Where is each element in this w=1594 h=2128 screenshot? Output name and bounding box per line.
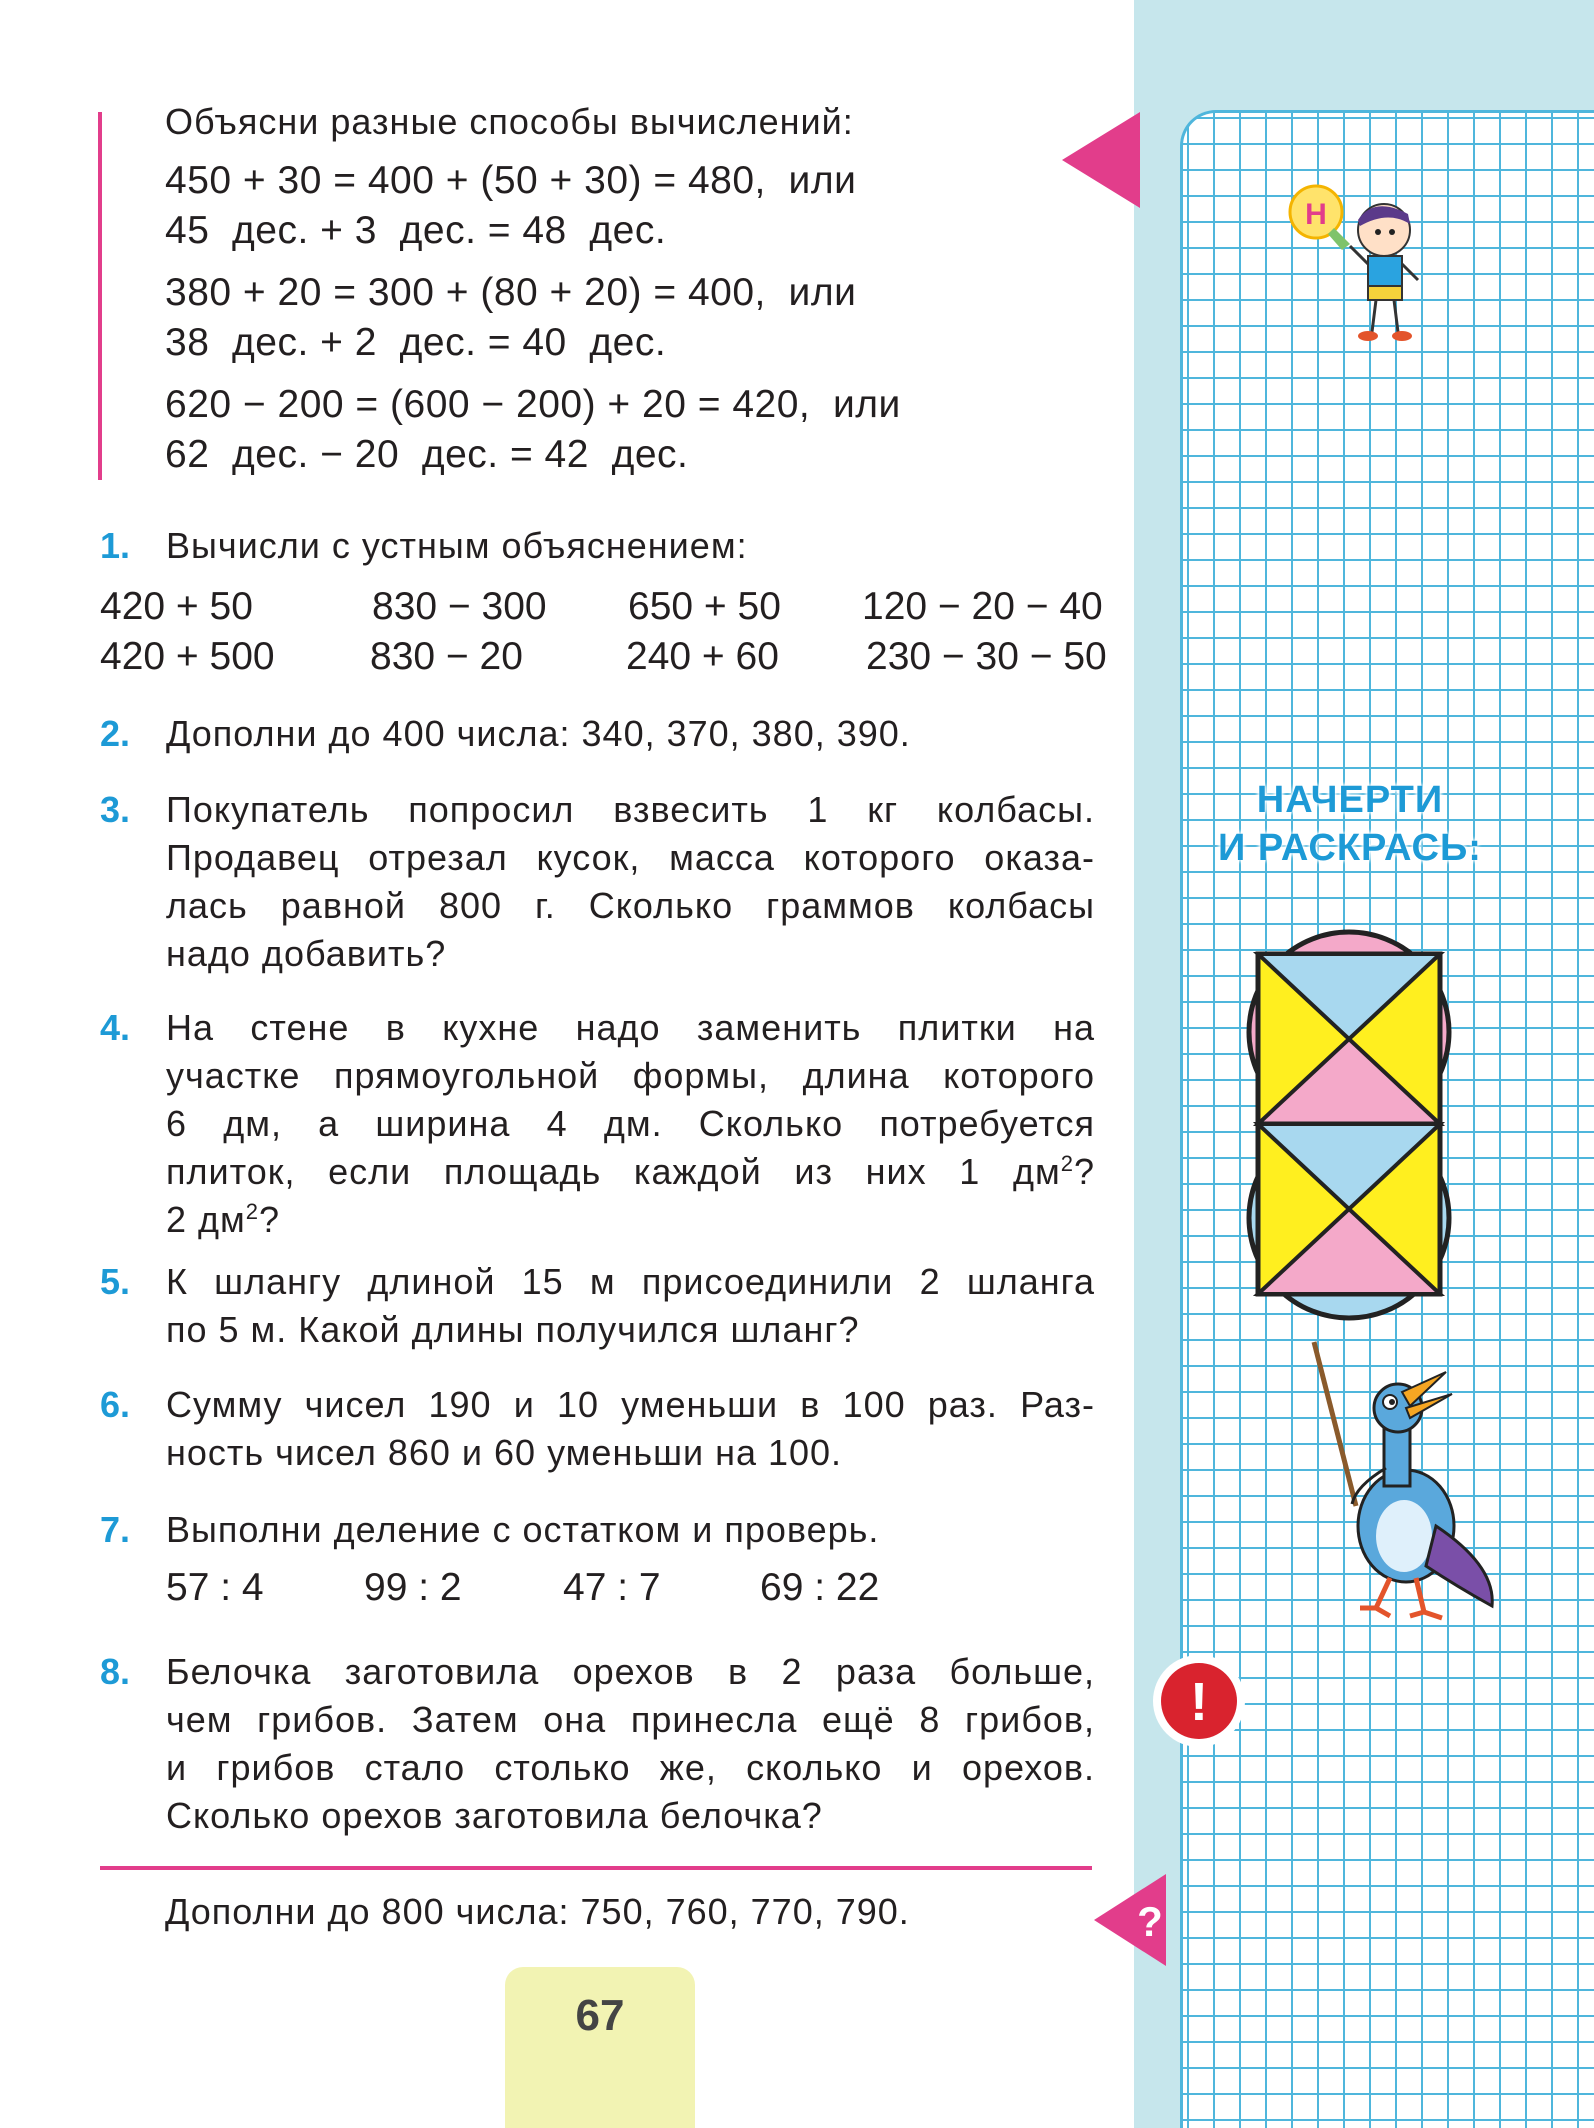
task-line: лась равной 800 г. Сколько граммов колбасы <box>166 885 1095 926</box>
expression: 830 − 20 <box>370 635 523 678</box>
question-marker-icon <box>1092 1872 1172 1968</box>
task-line: чем грибов. Затем она принесла ещё 8 грибов, <box>166 1699 1095 1740</box>
question-glyph: ? <box>1137 1898 1163 1945</box>
superscript: 2 <box>245 1199 260 1224</box>
task-line: участке прямоугольной формы, длина которого <box>166 1055 1095 1096</box>
draw-and-color-title <box>1200 776 1500 872</box>
draw-title-line: НАЧЕРТИ <box>1256 779 1444 821</box>
page-number-tab <box>505 1967 695 2128</box>
task-text <box>166 1506 1095 1554</box>
task-3 <box>100 786 1095 978</box>
task-line: по 5 м. Какой длины получился шланг? <box>166 1309 860 1350</box>
expression: 240 + 60 <box>626 635 779 678</box>
task-text <box>166 1648 1095 1840</box>
intro-line: 62 дес. − 20 дес. = 42 дес. <box>165 433 689 476</box>
division-expression: 57 : 4 <box>166 1566 264 1609</box>
task-number: 6. <box>100 1384 131 1425</box>
intro-line: 45 дес. + 3 дес. = 48 дес. <box>165 209 667 252</box>
task-8 <box>100 1648 1095 1840</box>
bird-with-pointer-icon <box>1306 1336 1506 1626</box>
expression-row <box>100 582 1103 632</box>
task-number: 2. <box>100 713 131 754</box>
intro-block <box>165 100 1085 492</box>
expression: 230 − 30 − 50 <box>866 635 1107 678</box>
expression: 120 − 20 − 40 <box>862 585 1103 628</box>
intro-line: 380 + 20 = 300 + (80 + 20) = 400, или <box>165 271 857 314</box>
section-separator <box>100 1866 1092 1870</box>
intro-example <box>165 380 1085 480</box>
task-line: Вычисли с устным объяснением: <box>166 525 748 566</box>
division-expression: 47 : 7 <box>563 1566 661 1609</box>
task-4 <box>100 1004 1095 1244</box>
expression: 420 + 50 <box>100 585 253 628</box>
task-line: Продавец отрезал кусок, масса которого оказа- <box>166 837 1095 878</box>
intro-example <box>165 156 1085 256</box>
division-expression: 69 : 22 <box>760 1566 880 1609</box>
task-line: Белочка заготовила орехов в 2 раза больше, <box>166 1651 1095 1692</box>
task-line: и грибов стало столько же, сколько и орехов. <box>166 1747 1095 1788</box>
task-7 <box>100 1506 1095 1554</box>
task-number: 3. <box>100 789 131 830</box>
task-number: 5. <box>100 1261 131 1302</box>
task-line: Сумму чисел 190 и 10 уменьши в 100 раз. Раз- <box>166 1384 1095 1425</box>
expression: 420 + 500 <box>100 635 275 678</box>
boy-with-flashlight-icon <box>1288 180 1448 350</box>
task-5 <box>100 1258 1095 1354</box>
exclamation-badge-icon <box>1150 1652 1248 1750</box>
bottom-task: Дополни до 800 числа: 750, 760, 770, 790. <box>165 1891 910 1932</box>
task-text <box>166 1258 1095 1354</box>
task-text <box>166 522 1095 570</box>
intro-side-bar <box>98 112 102 480</box>
task-line: ность чисел 860 и 60 уменьши на 100. <box>166 1432 843 1473</box>
task-line: На стене в кухне надо заменить плитки на <box>166 1007 1095 1048</box>
task-line: надо добавить? <box>166 933 447 974</box>
task-line: Дополни до 400 числа: 340, 370, 380, 390. <box>166 713 911 754</box>
intro-example <box>165 268 1085 368</box>
task-text <box>166 1381 1095 1477</box>
task-line: 6 дм, а ширина 4 дм. Сколько потребуется <box>166 1103 1095 1144</box>
task-6 <box>100 1381 1095 1477</box>
expression: 830 − 300 <box>372 585 547 628</box>
question-mark: ? <box>1073 1151 1095 1192</box>
task-number: 4. <box>100 1007 131 1048</box>
task-line: Сколько орехов заготовила белочка? <box>166 1795 823 1836</box>
superscript: 2 <box>1060 1151 1074 1176</box>
expression: 650 + 50 <box>628 585 781 628</box>
task-number: 7. <box>100 1509 131 1550</box>
exclamation-glyph: ! <box>1190 1672 1208 1732</box>
task-line-text: 2 дм <box>166 1199 246 1240</box>
intro-line: 450 + 30 = 400 + (50 + 30) = 480, или <box>165 159 857 202</box>
task-line: Выполни деление с остатком и проверь. <box>166 1509 880 1550</box>
task-1 <box>100 522 1095 570</box>
expression-grid <box>100 582 1107 682</box>
task-line <box>166 1148 1095 1196</box>
task-line-text: плиток, если площадь каждой из них 1 дм <box>166 1151 1061 1192</box>
expression-row <box>100 632 1107 682</box>
division-expression: 99 : 2 <box>364 1566 462 1609</box>
task-number: 8. <box>100 1651 131 1692</box>
task-line: К шлангу длиной 15 м присоединили 2 шланга <box>166 1261 1095 1302</box>
geometric-figure <box>1218 928 1480 1324</box>
intro-line: 620 − 200 = (600 − 200) + 20 = 420, или <box>165 383 901 426</box>
task-number: 1. <box>100 525 131 566</box>
task-text <box>166 710 1095 758</box>
intro-line: 38 дес. + 2 дес. = 40 дес. <box>165 321 667 364</box>
page-number: 67 <box>575 1991 625 2040</box>
task-line: Покупатель попросил взвесить 1 кг колбасы. <box>166 789 1095 830</box>
question-mark: ? <box>259 1199 281 1240</box>
task-line <box>166 1196 1095 1244</box>
intro-title: Объясни разные способы вычислений: <box>165 101 854 142</box>
task-text <box>166 1004 1095 1244</box>
draw-title-line: И РАСКРАСЬ: <box>1218 827 1482 869</box>
task-text <box>166 786 1095 978</box>
task-2 <box>100 710 1095 758</box>
badge-letter: Н <box>1305 198 1327 231</box>
